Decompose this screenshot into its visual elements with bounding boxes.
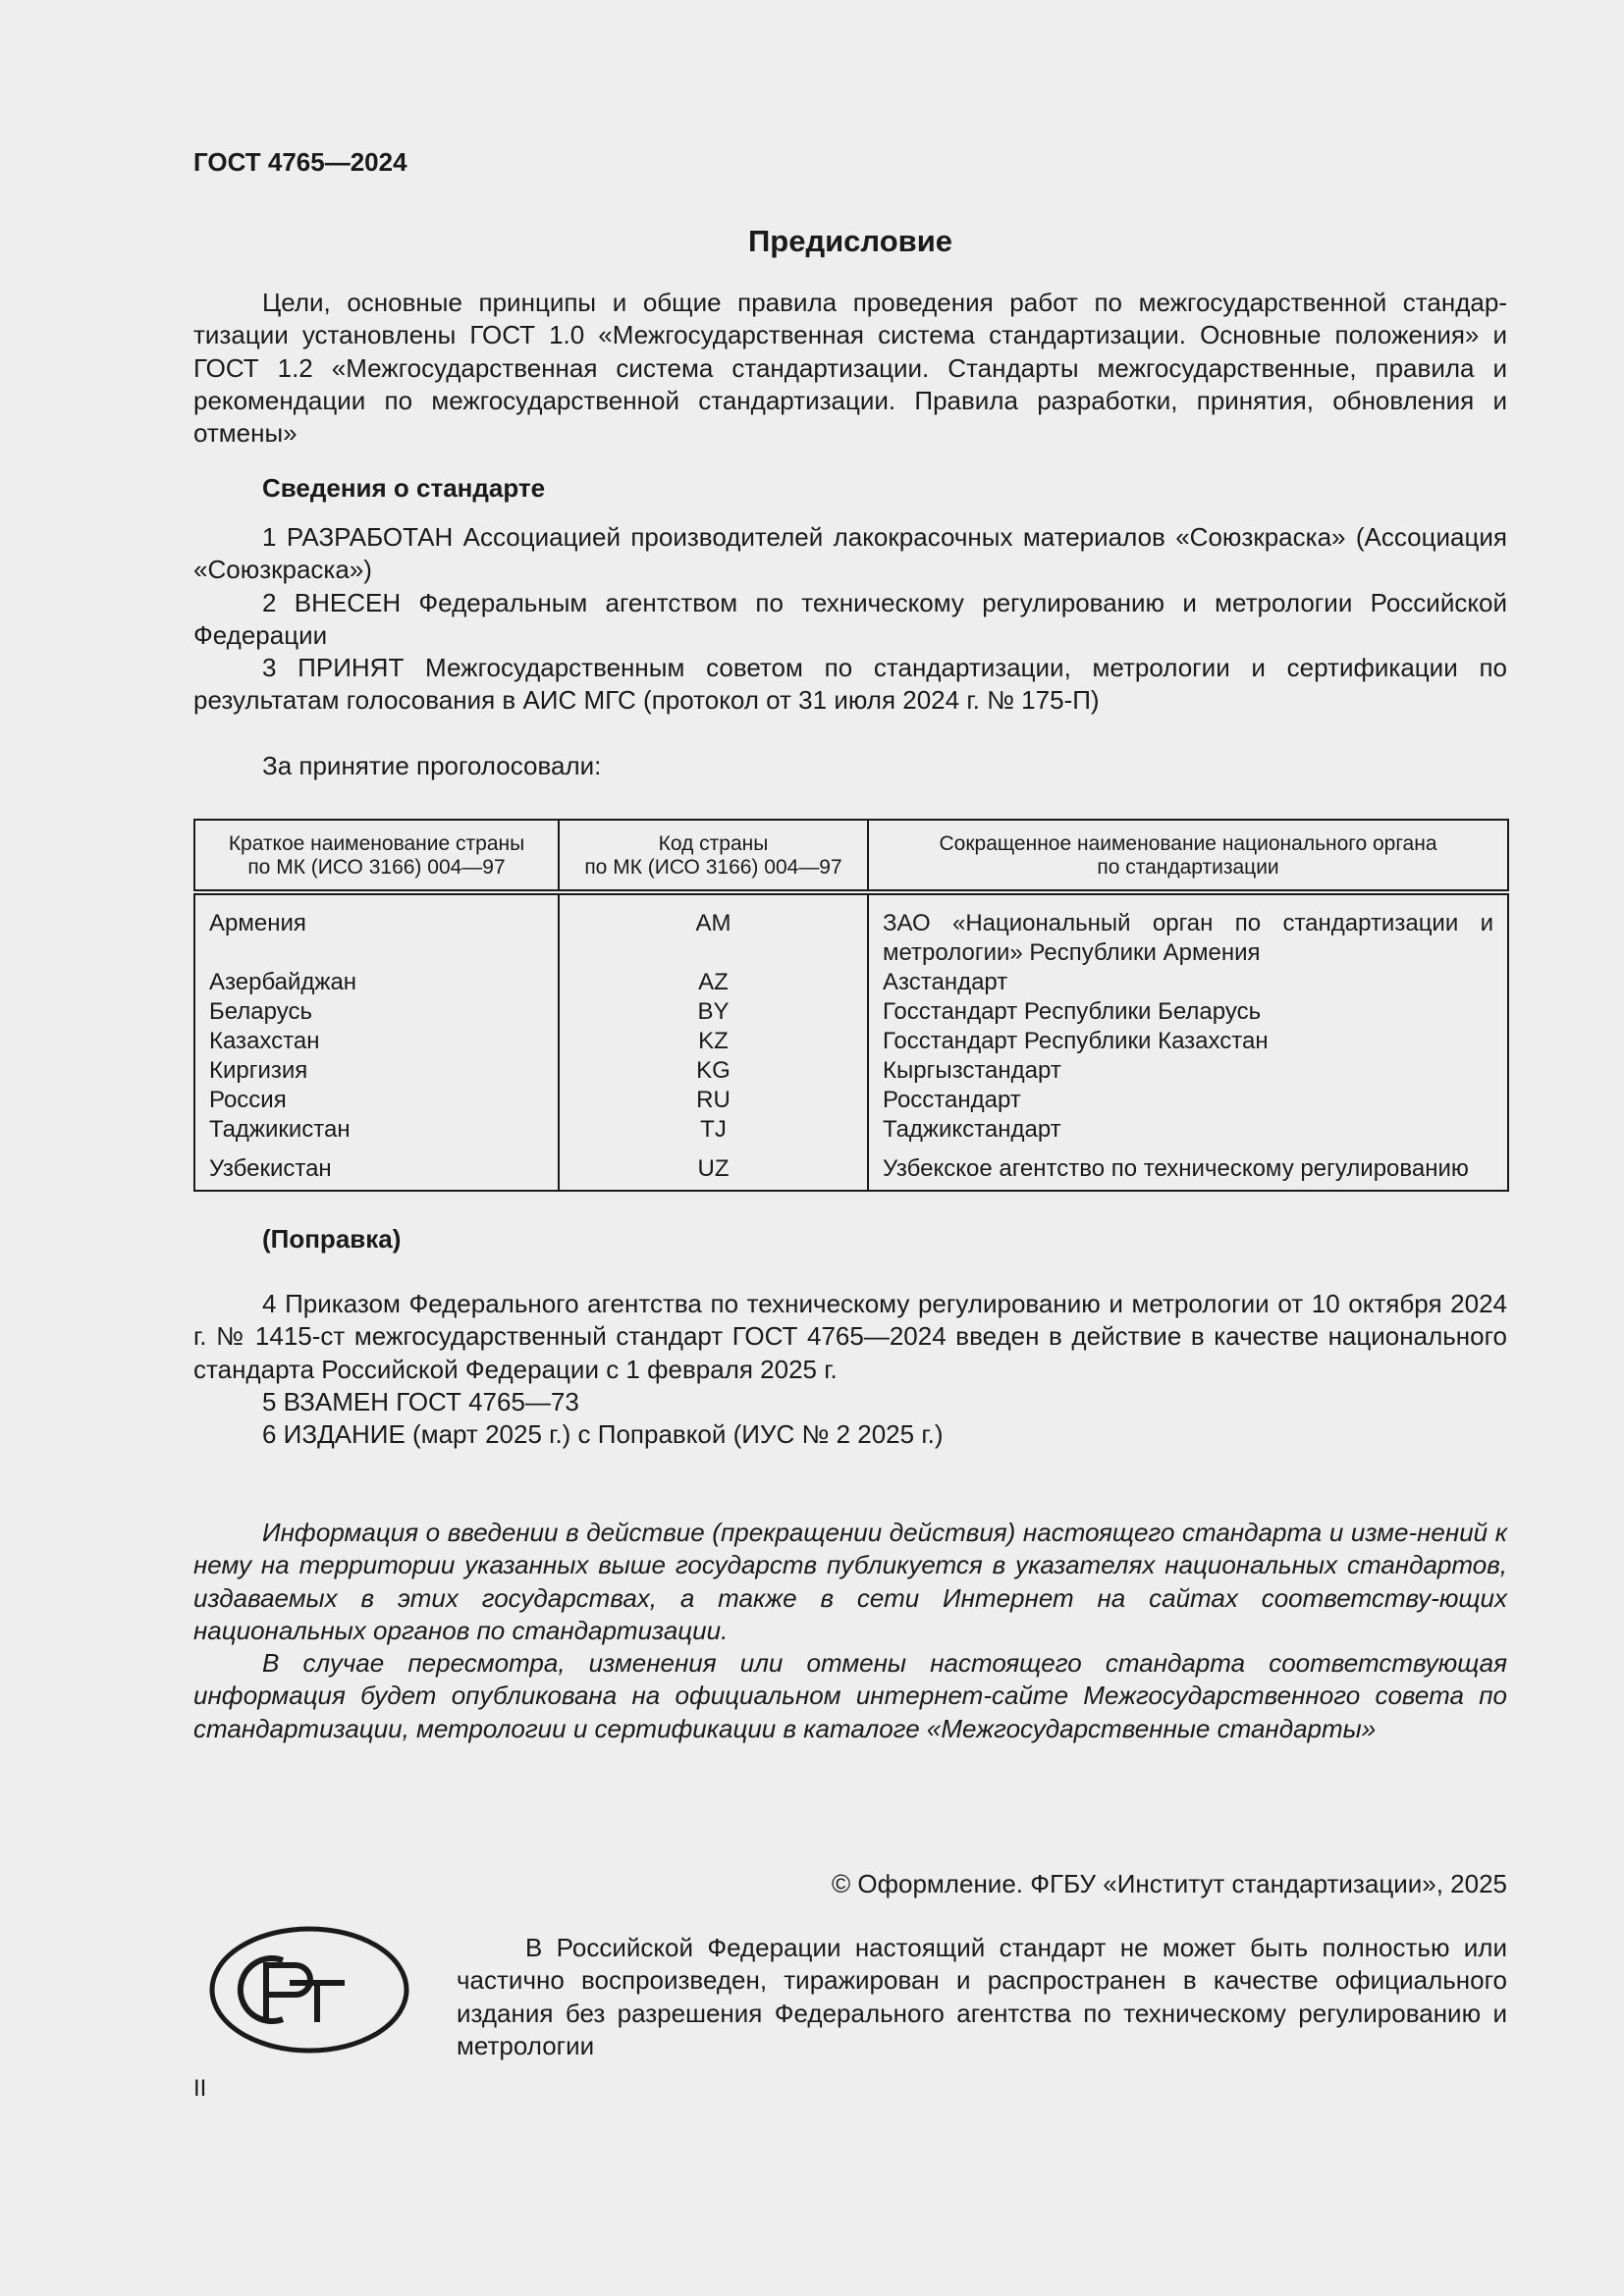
code-cell: AZ <box>559 968 868 997</box>
item-3: 3 ПРИНЯТ Межгосударственным советом по стандартизации, метрологии и сертификации по результатам голосования в АИС МГС (протокол от 31 июля 2024 г. № 175-П) <box>193 653 1507 716</box>
code-cell: TJ <box>559 1115 868 1145</box>
intro-paragraph: Цели, основные принципы и общие правила проведения работ по межгосударственной стандар- тизации установлены ГОСТ 1.0 «Межгосударственная система стандартизации. Основные положения» и ГОСТ 1.2 «Межгосударственная система стандартизации. Стандарты межгосударственные, правила и рекомендации по межгосударственной стандартизации. Правила разработки, принятия, обновления и отмены» <box>193 288 1507 449</box>
country-cell: Киргизия <box>194 1056 559 1086</box>
table-row <box>194 1145 1508 1191</box>
rst-logo-icon <box>209 1926 409 2054</box>
country-cell: Узбекистан <box>194 1145 559 1191</box>
column-header-code: Код страны по МК (ИСО 3166) 004—97 <box>559 820 868 892</box>
info-italic-block <box>193 1517 1507 1745</box>
country-cell: Беларусь <box>194 997 559 1027</box>
item-2: 2 ВНЕСЕН Федеральным агентством по техническому регулированию и метрологии Российской Федерации <box>193 587 1507 650</box>
code-cell: RU <box>559 1086 868 1115</box>
body-cell: Госстандарт Республики Казахстан <box>868 1027 1508 1056</box>
table-row <box>194 892 1508 968</box>
body-cell: Росстандарт <box>868 1086 1508 1115</box>
table-row <box>194 968 1508 997</box>
country-cell: Азербайджан <box>194 968 559 997</box>
voted-label: За принятие проголосовали: <box>262 751 602 780</box>
country-cell: Казахстан <box>194 1027 559 1056</box>
body-cell: Госстандарт Республики Беларусь <box>868 997 1508 1027</box>
info-heading: Сведения о стандарте <box>262 473 546 503</box>
items-4-6 <box>193 1288 1507 1451</box>
table-row <box>194 997 1508 1027</box>
code-cell: KG <box>559 1056 868 1086</box>
item-1: 1 РАЗРАБОТАН Ассоциацией производителей лакокрасочных материалов «Союзкраска» (Ассоциация «Союзкраска») <box>193 522 1507 585</box>
table-row <box>194 1027 1508 1056</box>
document-header: ГОСТ 4765—2024 <box>193 147 407 177</box>
table-row <box>194 1115 1508 1145</box>
items-1-3 <box>193 521 1507 718</box>
item-5: 5 ВЗАМЕН ГОСТ 4765—73 <box>262 1386 579 1416</box>
copyright-notice: В Российской Федерации настоящий стандарт не может быть полностью или частично воспроизведен, тиражирован и распространен в качестве официального издания без разрешения Федерального агентства по техническому регулированию и метрологии <box>457 1933 1507 2060</box>
column-header-body: Сокращенное наименование национального органа по стандартизации <box>868 820 1508 892</box>
table-header-row <box>194 820 1508 892</box>
page-title: Предисловие <box>747 224 952 258</box>
voting-table <box>193 819 1509 1192</box>
country-cell: Россия <box>194 1086 559 1115</box>
body-cell: Таджикстандарт <box>868 1115 1508 1145</box>
body-cell: Узбекское агентство по техническому регулированию <box>868 1145 1508 1191</box>
item-6: 6 ИЗДАНИЕ (март 2025 г.) с Поправкой (ИУС № 2 2025 г.) <box>262 1419 944 1450</box>
country-cell: Таджикистан <box>194 1115 559 1145</box>
info-italic-paragraph-1: Информация о введении в действие (прекращении действия) настоящего стандарта и изме-нений к нему на территории указанных выше государств публикуется в указателях национальных стандартов, издаваемых в этих государствах, а также в сети Интернет на сайтах соответству-ющих национальных органов по стандартизации. <box>193 1518 1507 1645</box>
code-cell: BY <box>559 997 868 1027</box>
page-number: II <box>193 2075 207 2102</box>
item-4: 4 Приказом Федерального агентства по техническому регулированию и метрологии от 10 октября 2024 г. № 1415-ст межгосударственный стандарт ГОСТ 4765—2024 введен в действие в качестве национального стандарта Российской Федерации с 1 февраля 2025 г. <box>193 1289 1507 1384</box>
body-cell: ЗАО «Национальный орган по стандартизации и метрологии» Республики Армения <box>868 892 1508 968</box>
code-cell: UZ <box>559 1145 868 1191</box>
amendment-label: (Поправка) <box>262 1224 402 1254</box>
code-cell: KZ <box>559 1027 868 1056</box>
table-row <box>194 1056 1508 1086</box>
body-cell: Кыргызстандарт <box>868 1056 1508 1086</box>
column-header-country: Краткое наименование страны по МК (ИСО 3166) 004—97 <box>194 820 559 892</box>
country-cell: Армения <box>194 892 559 968</box>
table-row <box>194 1086 1508 1115</box>
body-cell: Азстандарт <box>868 968 1508 997</box>
copyright-line: © Оформление. ФГБУ «Институт стандартизации», 2025 <box>832 1869 1507 1898</box>
code-cell: AM <box>559 892 868 968</box>
info-italic-paragraph-2: В случае пересмотра, изменения или отмены настоящего стандарта соответствующая информация будет опубликована на официальном интернет-сайте Межгосударственного совета по стандартизации, метрологии и сертификации в каталоге «Межгосударственные стандарты» <box>193 1648 1507 1743</box>
